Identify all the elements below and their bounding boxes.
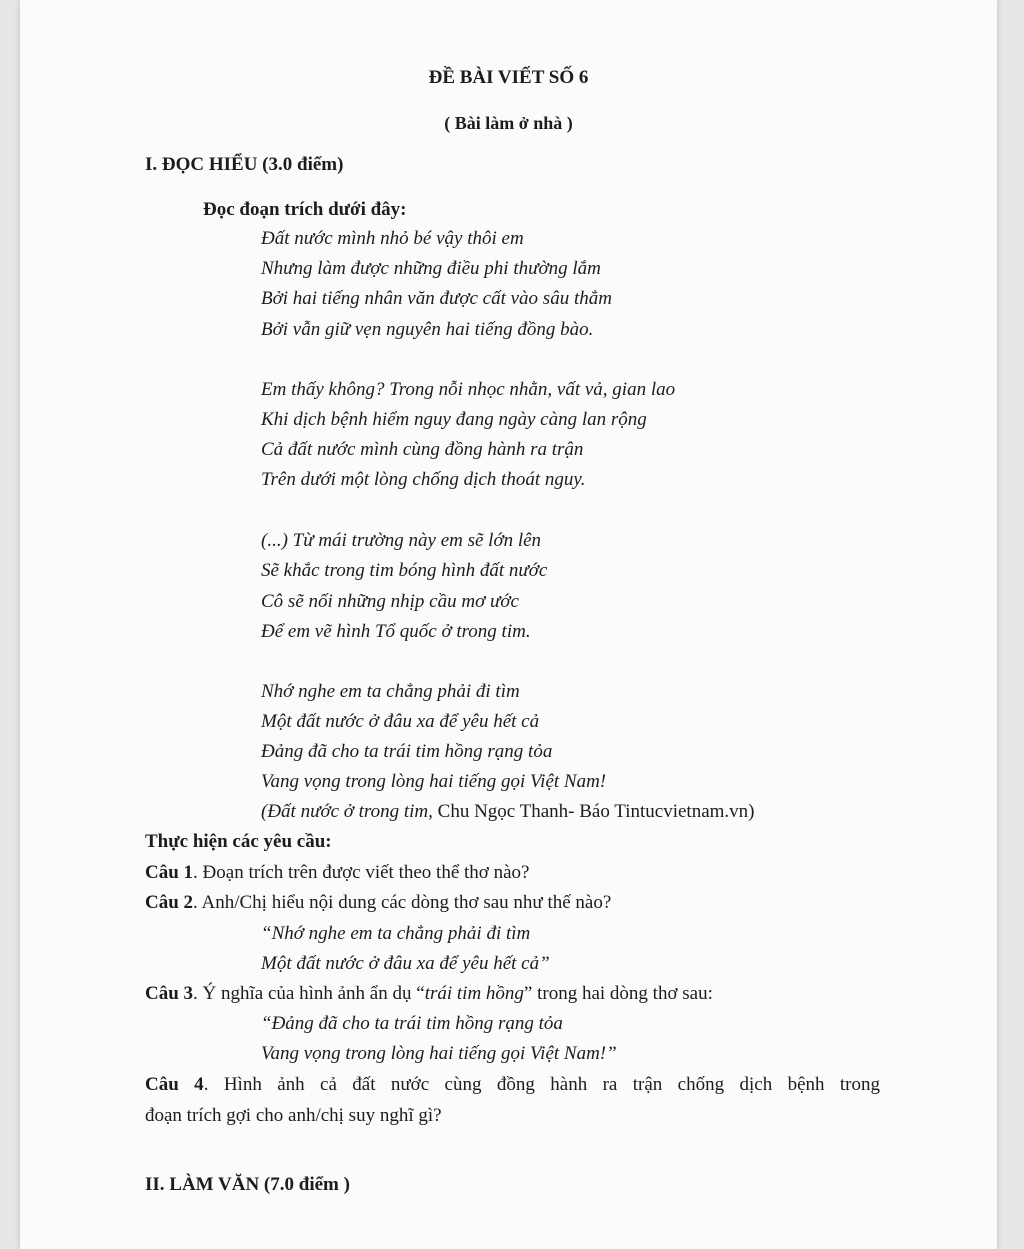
quote-line: Vang vọng trong lòng hai tiếng gọi Việt Nam!” — [261, 1043, 617, 1064]
question-text: . Ý nghĩa của hình ảnh ẩn dụ “ — [193, 983, 425, 1004]
page-subtitle: ( Bài làm ở nhà ) — [444, 113, 573, 133]
requirements-heading: Thực hiện các yêu cầu: — [145, 831, 332, 852]
reading-prompt: Đọc đoạn trích dưới đây: — [203, 199, 407, 220]
quote-line: “Đảng đã cho ta trái tim hồng rạng tỏa — [261, 1013, 563, 1034]
poem-line: Sẽ khắc trong tim bóng hình đất nước — [261, 560, 548, 581]
poem-line: Đất nước mình nhỏ bé vậy thôi em — [261, 228, 524, 249]
poem-line: Trên dưới một lòng chống dịch thoát nguy. — [261, 469, 586, 490]
poem-line: Để em vẽ hình Tổ quốc ở trong tim. — [261, 621, 531, 642]
poem-line: Bởi hai tiếng nhân văn được cất vào sâu thẳm — [261, 288, 612, 309]
section-2-heading: II. LÀM VĂN (7.0 điểm ) — [145, 1174, 350, 1195]
document-page — [20, 0, 997, 1249]
poem-line: Bởi vẫn giữ vẹn nguyên hai tiếng đồng bào. — [261, 319, 594, 340]
poem-line: Cả đất nước mình cùng đồng hành ra trận — [261, 439, 584, 460]
question-label: Câu 1 — [145, 862, 194, 883]
poem-source — [261, 800, 754, 824]
question-3 — [145, 982, 713, 1006]
section-1-heading: I. ĐỌC HIỂU (3.0 điểm) — [145, 154, 344, 175]
source-title: (Đất nước ở trong tim, — [261, 801, 433, 822]
question-text: ” trong hai dòng thơ sau: — [523, 983, 713, 1004]
metaphor-phrase: trái tim hồng — [424, 983, 524, 1004]
question-1 — [145, 861, 529, 885]
question-2 — [145, 891, 611, 915]
quote-line: Một đất nước ở đâu xa để yêu hết cả” — [261, 953, 550, 974]
question-4 — [145, 1073, 880, 1097]
poem-line: Em thấy không? Trong nỗi nhọc nhằn, vất vả, gian lao — [261, 379, 676, 400]
quote-line: “Nhớ nghe em ta chẳng phải đi tìm — [261, 923, 531, 944]
question-label: Câu 4 — [145, 1074, 204, 1095]
poem-line: Cô sẽ nối những nhịp cầu mơ ước — [261, 591, 519, 612]
source-author: Chu Ngọc Thanh- Báo Tintucvietnam.vn) — [432, 801, 755, 822]
poem-line: Nhớ nghe em ta chẳng phải đi tìm — [261, 681, 520, 702]
poem-line: Đảng đã cho ta trái tim hồng rạng tỏa — [261, 741, 553, 762]
question-label: Câu 3 — [145, 983, 194, 1004]
poem-line: Nhưng làm được những điều phi thường lắm — [261, 258, 601, 279]
poem-line: (...) Từ mái trường này em sẽ lớn lên — [261, 530, 542, 551]
poem-line: Khi dịch bệnh hiểm nguy đang ngày càng lan rộng — [261, 409, 647, 430]
question-text: . Anh/Chị hiểu nội dung các dòng thơ sau như thế nào? — [193, 892, 612, 913]
poem-line: Một đất nước ở đâu xa để yêu hết cả — [261, 711, 540, 732]
question-label: Câu 2 — [145, 892, 194, 913]
question-text: . Hình ảnh cả đất nước cùng đồng hành ra trận chống dịch bệnh trong — [203, 1074, 881, 1095]
question-text: . Đoạn trích trên được viết theo thể thơ nào? — [193, 862, 530, 883]
poem-line: Vang vọng trong lòng hai tiếng gọi Việt Nam! — [261, 771, 607, 792]
question-4-continued: đoạn trích gợi cho anh/chị suy nghĩ gì? — [145, 1105, 442, 1126]
page-title: ĐỀ BÀI VIẾT SỐ 6 — [428, 67, 589, 88]
